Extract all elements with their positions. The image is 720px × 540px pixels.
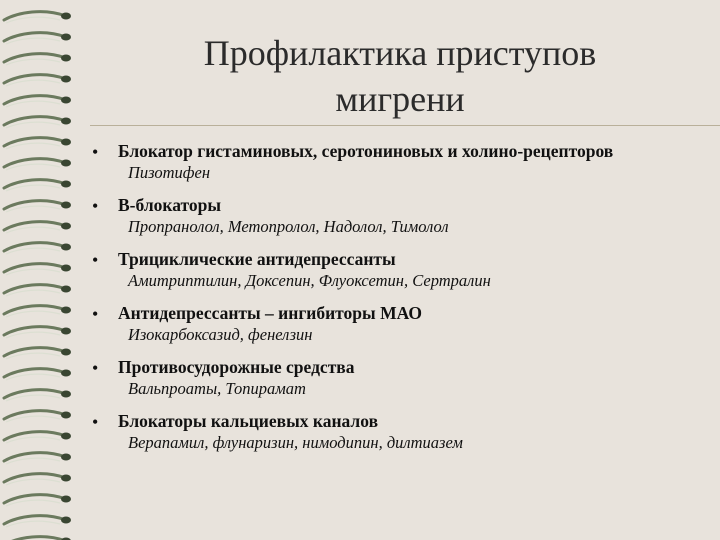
binding-ring-highlight: [6, 38, 60, 44]
binding-hole: [61, 370, 71, 377]
item-drugs: Вальпроаты, Топирамат: [128, 379, 306, 398]
binding-hole: [61, 76, 71, 83]
binding-ring-highlight: [6, 101, 60, 107]
binding-hole: [61, 118, 71, 125]
binding-ring-highlight: [6, 17, 60, 23]
binding-hole: [61, 286, 71, 293]
binding-ring-highlight: [6, 164, 60, 170]
item-heading: В-блокаторы: [118, 195, 222, 215]
binding-ring-highlight: [6, 59, 60, 65]
item-drugs: Амитриптилин, Доксепин, Флуоксетин, Сертралин: [128, 271, 491, 290]
binding-ring-highlight: [6, 500, 60, 506]
title-line-2: мигрени: [335, 79, 465, 119]
bullet-list: [92, 140, 702, 464]
bullet-icon: •: [92, 412, 99, 432]
list-item: [92, 302, 702, 346]
binding-ring-highlight: [6, 332, 60, 338]
item-heading: Трициклические антидепрессанты: [118, 249, 396, 269]
list-item: [92, 410, 702, 454]
bullet-icon: •: [92, 358, 99, 378]
binding-hole: [61, 181, 71, 188]
binding-hole: [61, 454, 71, 461]
item-drugs: Верапамил, флунаризин, нимодипин, дилтиазем: [128, 433, 463, 452]
list-item: [92, 248, 702, 292]
binding-hole: [61, 34, 71, 41]
binding-hole: [61, 139, 71, 146]
bullet-icon: •: [92, 304, 99, 324]
binding-ring-highlight: [6, 479, 60, 485]
binding-hole: [61, 97, 71, 104]
binding-hole: [61, 307, 71, 314]
item-heading: Блокатор гистаминовых, серотониновых и холино-рецепторов: [118, 141, 614, 161]
binding-hole: [61, 265, 71, 272]
binding-ring-highlight: [6, 437, 60, 443]
binding-hole: [61, 475, 71, 482]
binding-ring-highlight: [6, 185, 60, 191]
list-item: [92, 194, 702, 238]
item-drugs: Пизотифен: [128, 163, 211, 182]
binding-hole: [61, 202, 71, 209]
binding-ring-highlight: [6, 206, 60, 212]
binding-hole: [61, 160, 71, 167]
binding-ring-highlight: [6, 311, 60, 317]
binding-ring: [4, 537, 66, 540]
title-line-1: Профилактика приступов: [203, 33, 597, 73]
binding-ring-highlight: [6, 143, 60, 149]
binding-ring-highlight: [6, 248, 60, 254]
binding-hole: [61, 349, 71, 356]
binding-hole: [61, 55, 71, 62]
item-heading: Противосудорожные средства: [118, 357, 355, 377]
binding-ring-highlight: [6, 458, 60, 464]
item-drugs: Пропранолол, Метопролол, Надолол, Тимолол: [128, 217, 449, 236]
bullet-icon: •: [92, 196, 99, 216]
binding-ring-highlight: [6, 353, 60, 359]
binding-ring-highlight: [6, 521, 60, 527]
binding-ring-highlight: [6, 374, 60, 380]
binding-ring-highlight: [6, 290, 60, 296]
binding-ring-highlight: [6, 227, 60, 233]
binding-ring-highlight: [6, 395, 60, 401]
binding-hole: [61, 328, 71, 335]
binding-ring-highlight: [6, 416, 60, 422]
binding-hole: [61, 391, 71, 398]
list-item: [92, 356, 702, 400]
slide-title: [90, 30, 710, 122]
binding-ring-highlight: [6, 80, 60, 86]
binding-hole: [61, 517, 71, 524]
title-divider: [90, 125, 720, 126]
binding-hole: [61, 13, 71, 20]
item-drugs: Изокарбоксазид, фенелзин: [128, 325, 313, 344]
bullet-icon: •: [92, 250, 99, 270]
spiral-binding-icon: [0, 0, 80, 540]
binding-hole: [61, 412, 71, 419]
item-heading: Антидепрессанты – ингибиторы МАО: [118, 303, 422, 323]
binding-hole: [61, 433, 71, 440]
binding-hole: [61, 244, 71, 251]
item-heading: Блокаторы кальциевых каналов: [118, 411, 379, 431]
binding-hole: [61, 496, 71, 503]
binding-hole: [61, 223, 71, 230]
list-item: [92, 140, 702, 184]
binding-ring-highlight: [6, 122, 60, 128]
binding-ring-highlight: [6, 269, 60, 275]
bullet-icon: •: [92, 142, 99, 162]
